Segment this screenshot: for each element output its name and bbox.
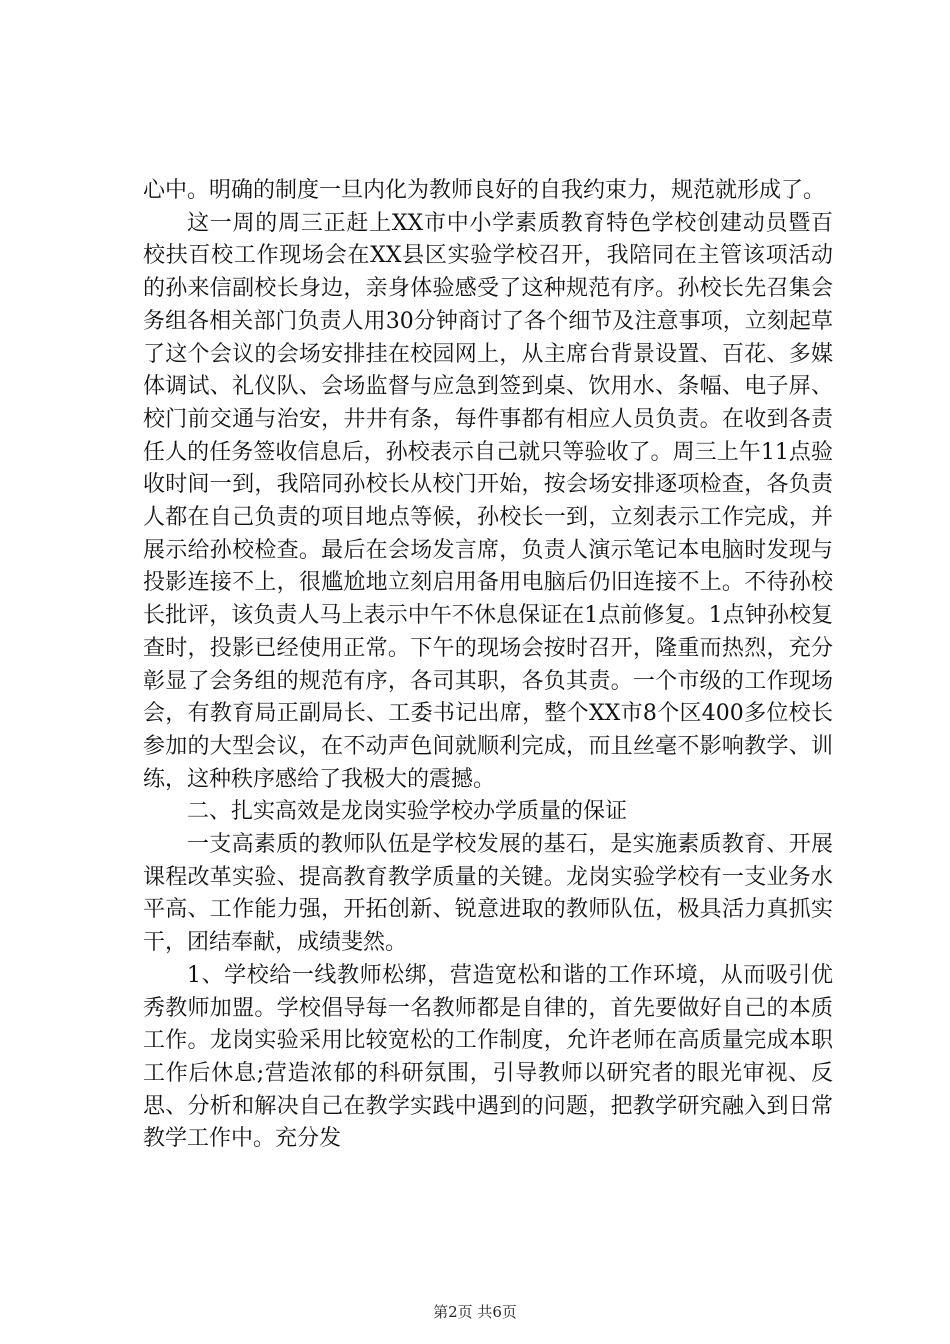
paragraph-item-1: 1、学校给一线教师松绑，营造宽松和谐的工作环境，从而吸引优秀教师加盟。学校倡导每一名教师都是自律的，首先要做好自己的本质工作。龙岗实验采用比较宽松的工作制度，允许老师在高质量完成本职工作后休息;营造浓郁的科研氛围，引导教师以研究者的眼光审视、反思、分析和解决自己在教学实践中遇到的问题，把教学研究融入到日常教学工作中。充分发 (143, 962, 833, 1152)
page-number-footer: 第2页 共6页 (433, 1303, 517, 1321)
paragraph-meeting-account: 这一周的周三正赶上XX市中小学素质教育特色学校创建动员暨百校扶百校工作现场会在XX县区实验学校召开，我陪同在主管该项活动的孙来信副校长身边，亲身体验感受了这种规范有序。孙校长先召集会务组各相关部门负责人用30分钟商讨了各个细节及注意事项，立刻起草了这个会议的会场安排挂在校园网上，从主席台背景设置、百花、多媒体调试、礼仪队、会场监督与应急到签到桌、饮用水、条幅、电子屏、校门前交通与治安，井井有条，每件事都有相应人员负责。在收到各责任人的任务签收信息后，孙校表示自己就只等验收了。周三上午11点验收时间一到，我陪同孙校长从校门开始，按会场安排逐项检查，各负责人都在自己负责的项目地点等候，孙校长一到，立刻表示工作完成，并展示给孙校检查。最后在会场发言席，负责人演示笔记本电脑时发现与投影连接不上，很尴尬地立刻启用备用电脑后仍旧连接不上。不待孙校长批评，该负责人马上表示中午不休息保证在1点前修复。1点钟孙校复查时，投影已经使用正常。下午的现场会按时召开，隆重而热烈，充分彰显了会务组的规范有序，各司其职，各负其责。一个市级的工作现场会，有教育局正副局长、工委书记出席，整个XX市8个区400多位校长参加的大型会议，在不动声色间就顺利完成，而且丝毫不影响教学、训练，这种秩序感给了我极大的震撼。 (143, 210, 833, 792)
section-heading: 二、扎实高效是龙岗实验学校办学质量的保证 (187, 799, 628, 825)
document-body (143, 175, 833, 1156)
paragraph-teacher-team: 一支高素质的教师队伍是学校发展的基石，是实施素质教育、开展课程改革实验、提高教育教学质量的关键。龙岗实验学校有一支业务水平高、工作能力强，开拓创新、锐意进取的教师队伍，极具活力真抓实干，团结奉献，成绩斐然。 (143, 832, 833, 956)
paragraph-continuation: 心中。明确的制度一旦内化为教师良好的自我约束力，规范就形成了。 (143, 178, 826, 203)
